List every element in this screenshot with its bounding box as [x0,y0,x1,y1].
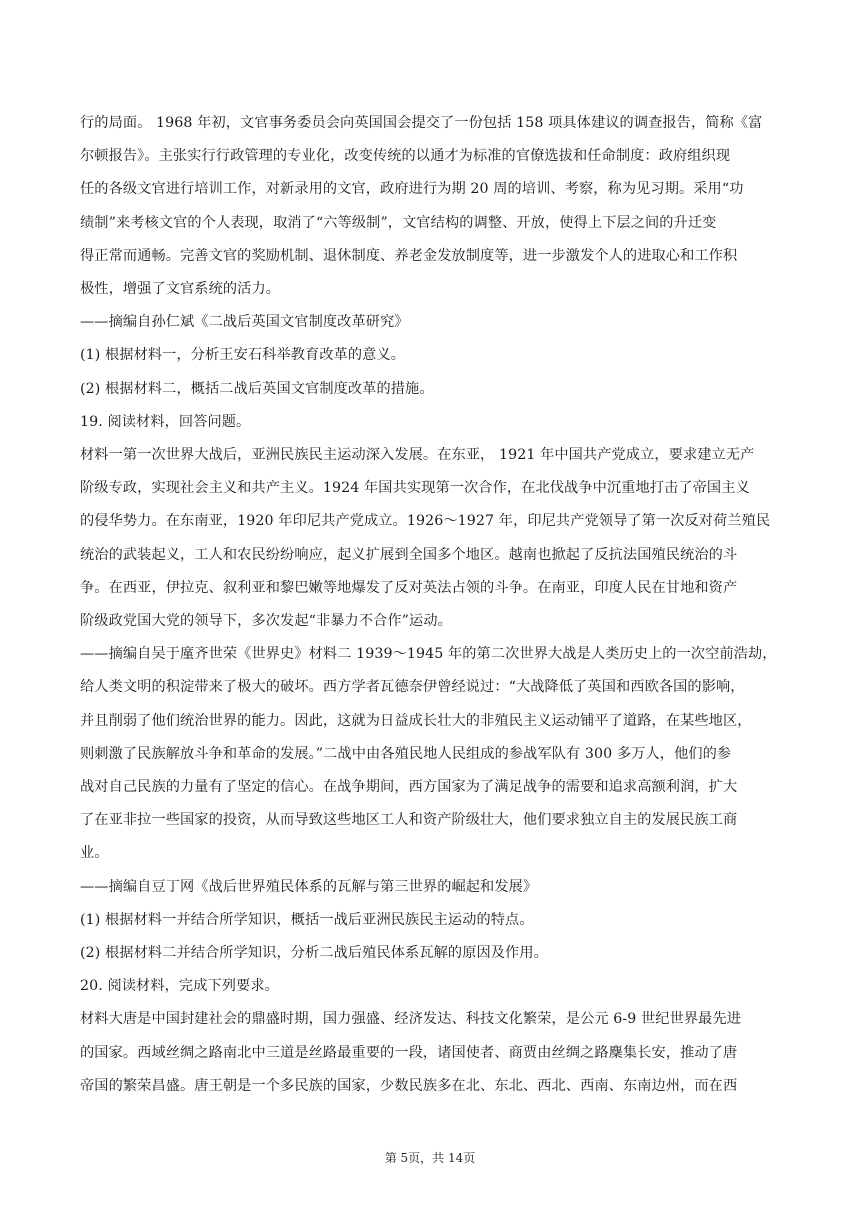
text-line: 给人类文明的积淀带来了极大的破坏。西方学者瓦德奈伊曾经说过：“大战降低了英国和西欧各国的影响， [80,679,745,696]
text-line: 阶级政党国大党的领导下，多次发起“非暴力不合作”运动。 [80,613,452,630]
text-line: 则刺激了民族解放斗争和革命的发展。”二战中由各殖民地人民组成的参战军队有 300 多万人，他们的参 [80,745,732,762]
question-item: (2) 根据材料二并结合所学知识，分析二战后殖民体系瓦解的原因及作用。 [80,945,548,962]
text-line: 统治的武装起义，工人和农民纷纷响应，起义扩展到全国多个地区。越南也掀起了反抗法国殖民统治的斗 [80,546,738,563]
text-line: 的国家。西域丝绸之路南北中三道是丝路最重要的一段，诸国使者、商贾由丝绸之路麇集长安，推动了唐 [80,1044,738,1061]
text-line: 争。在西亚，伊拉克、叙利亚和黎巴嫩等地爆发了反对英法占领的斗争。在南亚，印度人民在甘地和资产 [80,579,738,596]
text-line: 尔顿报告》。主张实行行政管理的专业化，改变传统的以通才为标准的官僚选拔和任命制度：政府组织现 [80,148,731,165]
source-citation: ——摘编自孙仁斌《二战后英国文官制度改革研究》 [80,314,409,331]
question-item: (2) 根据材料二，概括二战后英国文官制度改革的措施。 [80,380,434,397]
page-body [80,107,780,1103]
page-footer: 第 5页，共 14页 [384,1151,476,1165]
text-line: 并且削弱了他们统治世界的能力。因此，这就为日益成长壮大的非殖民主义运动铺平了道路，在某些地区， [80,712,752,729]
question-heading: 20. 阅读材料，完成下列要求。 [80,978,279,995]
text-line: 极性，增强了文官系统的活力。 [80,281,281,298]
text-line: 帝国的繁荣昌盛。唐王朝是一个多民族的国家，少数民族多在北、东北、西北、西南、东南边州，而在西 [80,1077,738,1094]
text-line: 材料大唐是中国封建社会的鼎盛时期，国力强盛、经济发达、科技文化繁荣，是公元 6-9 世纪世界最先进 [80,1011,742,1028]
text-line: 绩制”来考核文官的个人表现，取消了“六等级制”，文官结构的调整、开放，使得上下层之间的升迁变 [80,214,717,231]
question-item: (1) 根据材料一并结合所学知识，概括一战后亚洲民族民主运动的特点。 [80,911,534,928]
text-line: 业。 [80,845,109,862]
text-line: 了在亚非拉一些国家的投资，从而导致这些地区工人和资产阶级壮大，他们要求独立自主的发展民族工商 [80,812,738,829]
text-line: 战对自己民族的力量有了坚定的信心。在战争期间，西方国家为了满足战争的需要和追求高额利润，扩大 [80,779,738,796]
text-line: 的侵华势力。在东南亚，1920 年印尼共产党成立。1926～1927 年，印尼共产党领导了第一次反对荷兰殖民 [80,513,771,530]
source-citation: ——摘编自豆丁网《战后世界殖民体系的瓦解与第三世界的崛起和发展》 [80,878,538,895]
text-line: 任的各级文官进行培训工作，对新录用的文官，政府进行为期 20 周的培训、考察，称为见习期。采用“功 [80,181,744,198]
question-heading: 19. 阅读材料，回答问题。 [80,413,251,430]
text-line: 阶级专政，实现社会主义和共产主义。1924 年国共实现第一次合作，在北伐战争中沉重地打击了帝国主义 [80,480,750,497]
text-line: 行的局面。 1968 年初，文官事务委员会向英国国会提交了一份包括 158 项具体建议的调查报告，简称《富 [80,115,763,131]
text-line: 得正常而通畅。完善文官的奖励机制、退休制度、养老金发放制度等，进一步激发个人的进取心和工作积 [80,247,738,264]
source-citation: ——摘编自吴于廑齐世荣《世界史》材料二 1939～1945 年的第二次世界大战是人类历史上的一次空前浩劫， [80,646,777,663]
question-item: (1) 根据材料一，分析王安石科举教育改革的意义。 [80,347,406,364]
text-line: 材料一第一次世界大战后，亚洲民族民主运动深入发展。在东亚， 1921 年中国共产党成立，要求建立无产 [80,447,755,464]
